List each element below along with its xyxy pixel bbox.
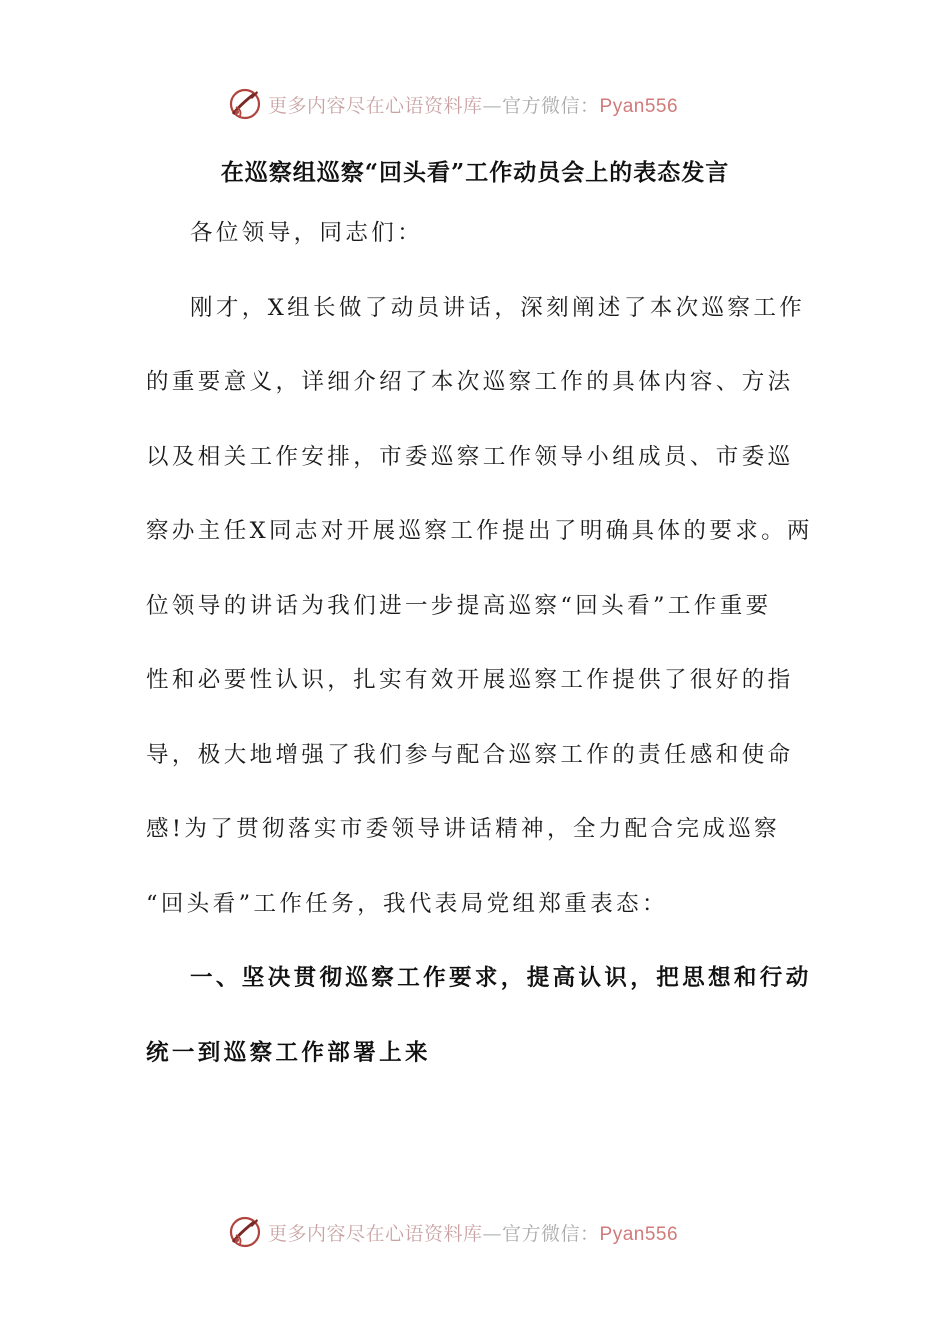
section-heading: 一、坚决贯彻巡察工作要求，提高认识，把思想和行动 xyxy=(190,965,812,991)
paragraph-line: 导，极大地增强了我们参与配合巡察工作的责任感和使命 xyxy=(146,741,794,768)
watermark-footer xyxy=(228,1212,748,1252)
paragraph-line: 以及相关工作安排，市委巡察工作领导小组成员、市委巡 xyxy=(146,443,794,470)
paragraph-line: 位领导的讲话为我们进一步提高巡察“回头看”工作重要 xyxy=(146,592,772,619)
watermark-wechat-label: 官方微信： xyxy=(502,1222,600,1245)
document-title: 在巡察组巡察“回头看”工作动员会上的表态发言 xyxy=(220,159,730,186)
watermark-main-text: 更多内容尽在心语资料库 xyxy=(268,94,483,117)
watermark-separator: — xyxy=(482,1222,503,1245)
watermark-wechat-id: Pyan556 xyxy=(599,95,679,117)
watermark-main-text: 更多内容尽在心语资料库 xyxy=(268,1222,483,1245)
watermark-wechat-id: Pyan556 xyxy=(599,1223,679,1245)
watermark-text xyxy=(268,91,678,118)
watermark-wechat-label: 官方微信： xyxy=(502,94,600,117)
paragraph-line: 感!为了贯彻落实市委领导讲话精神，全力配合完成巡察 xyxy=(146,816,781,842)
paragraph-line: 刚才，X组长做了动员讲话，深刻阐述了本次巡察工作 xyxy=(190,294,806,321)
watermark-separator: — xyxy=(482,94,503,117)
salutation: 各位领导，同志们： xyxy=(190,220,424,246)
paragraph-line: 的重要意义，详细介绍了本次巡察工作的具体内容、方法 xyxy=(146,369,794,395)
paragraph-line: 察办主任X同志对开展巡察工作提出了明确具体的要求。两 xyxy=(146,518,813,544)
watermark-text xyxy=(268,1219,678,1246)
section-heading-continued: 统一到巡察工作部署上来 xyxy=(146,1039,431,1066)
watermark-header xyxy=(228,84,748,124)
paragraph-line: 性和必要性认识，扎实有效开展巡察工作提供了很好的指 xyxy=(146,667,794,693)
pen-in-circle-icon xyxy=(228,1215,262,1249)
document-body xyxy=(146,196,813,1090)
pen-in-circle-icon xyxy=(228,87,262,121)
paragraph-line: “回头看”工作任务，我代表局党组郑重表态： xyxy=(146,890,668,917)
